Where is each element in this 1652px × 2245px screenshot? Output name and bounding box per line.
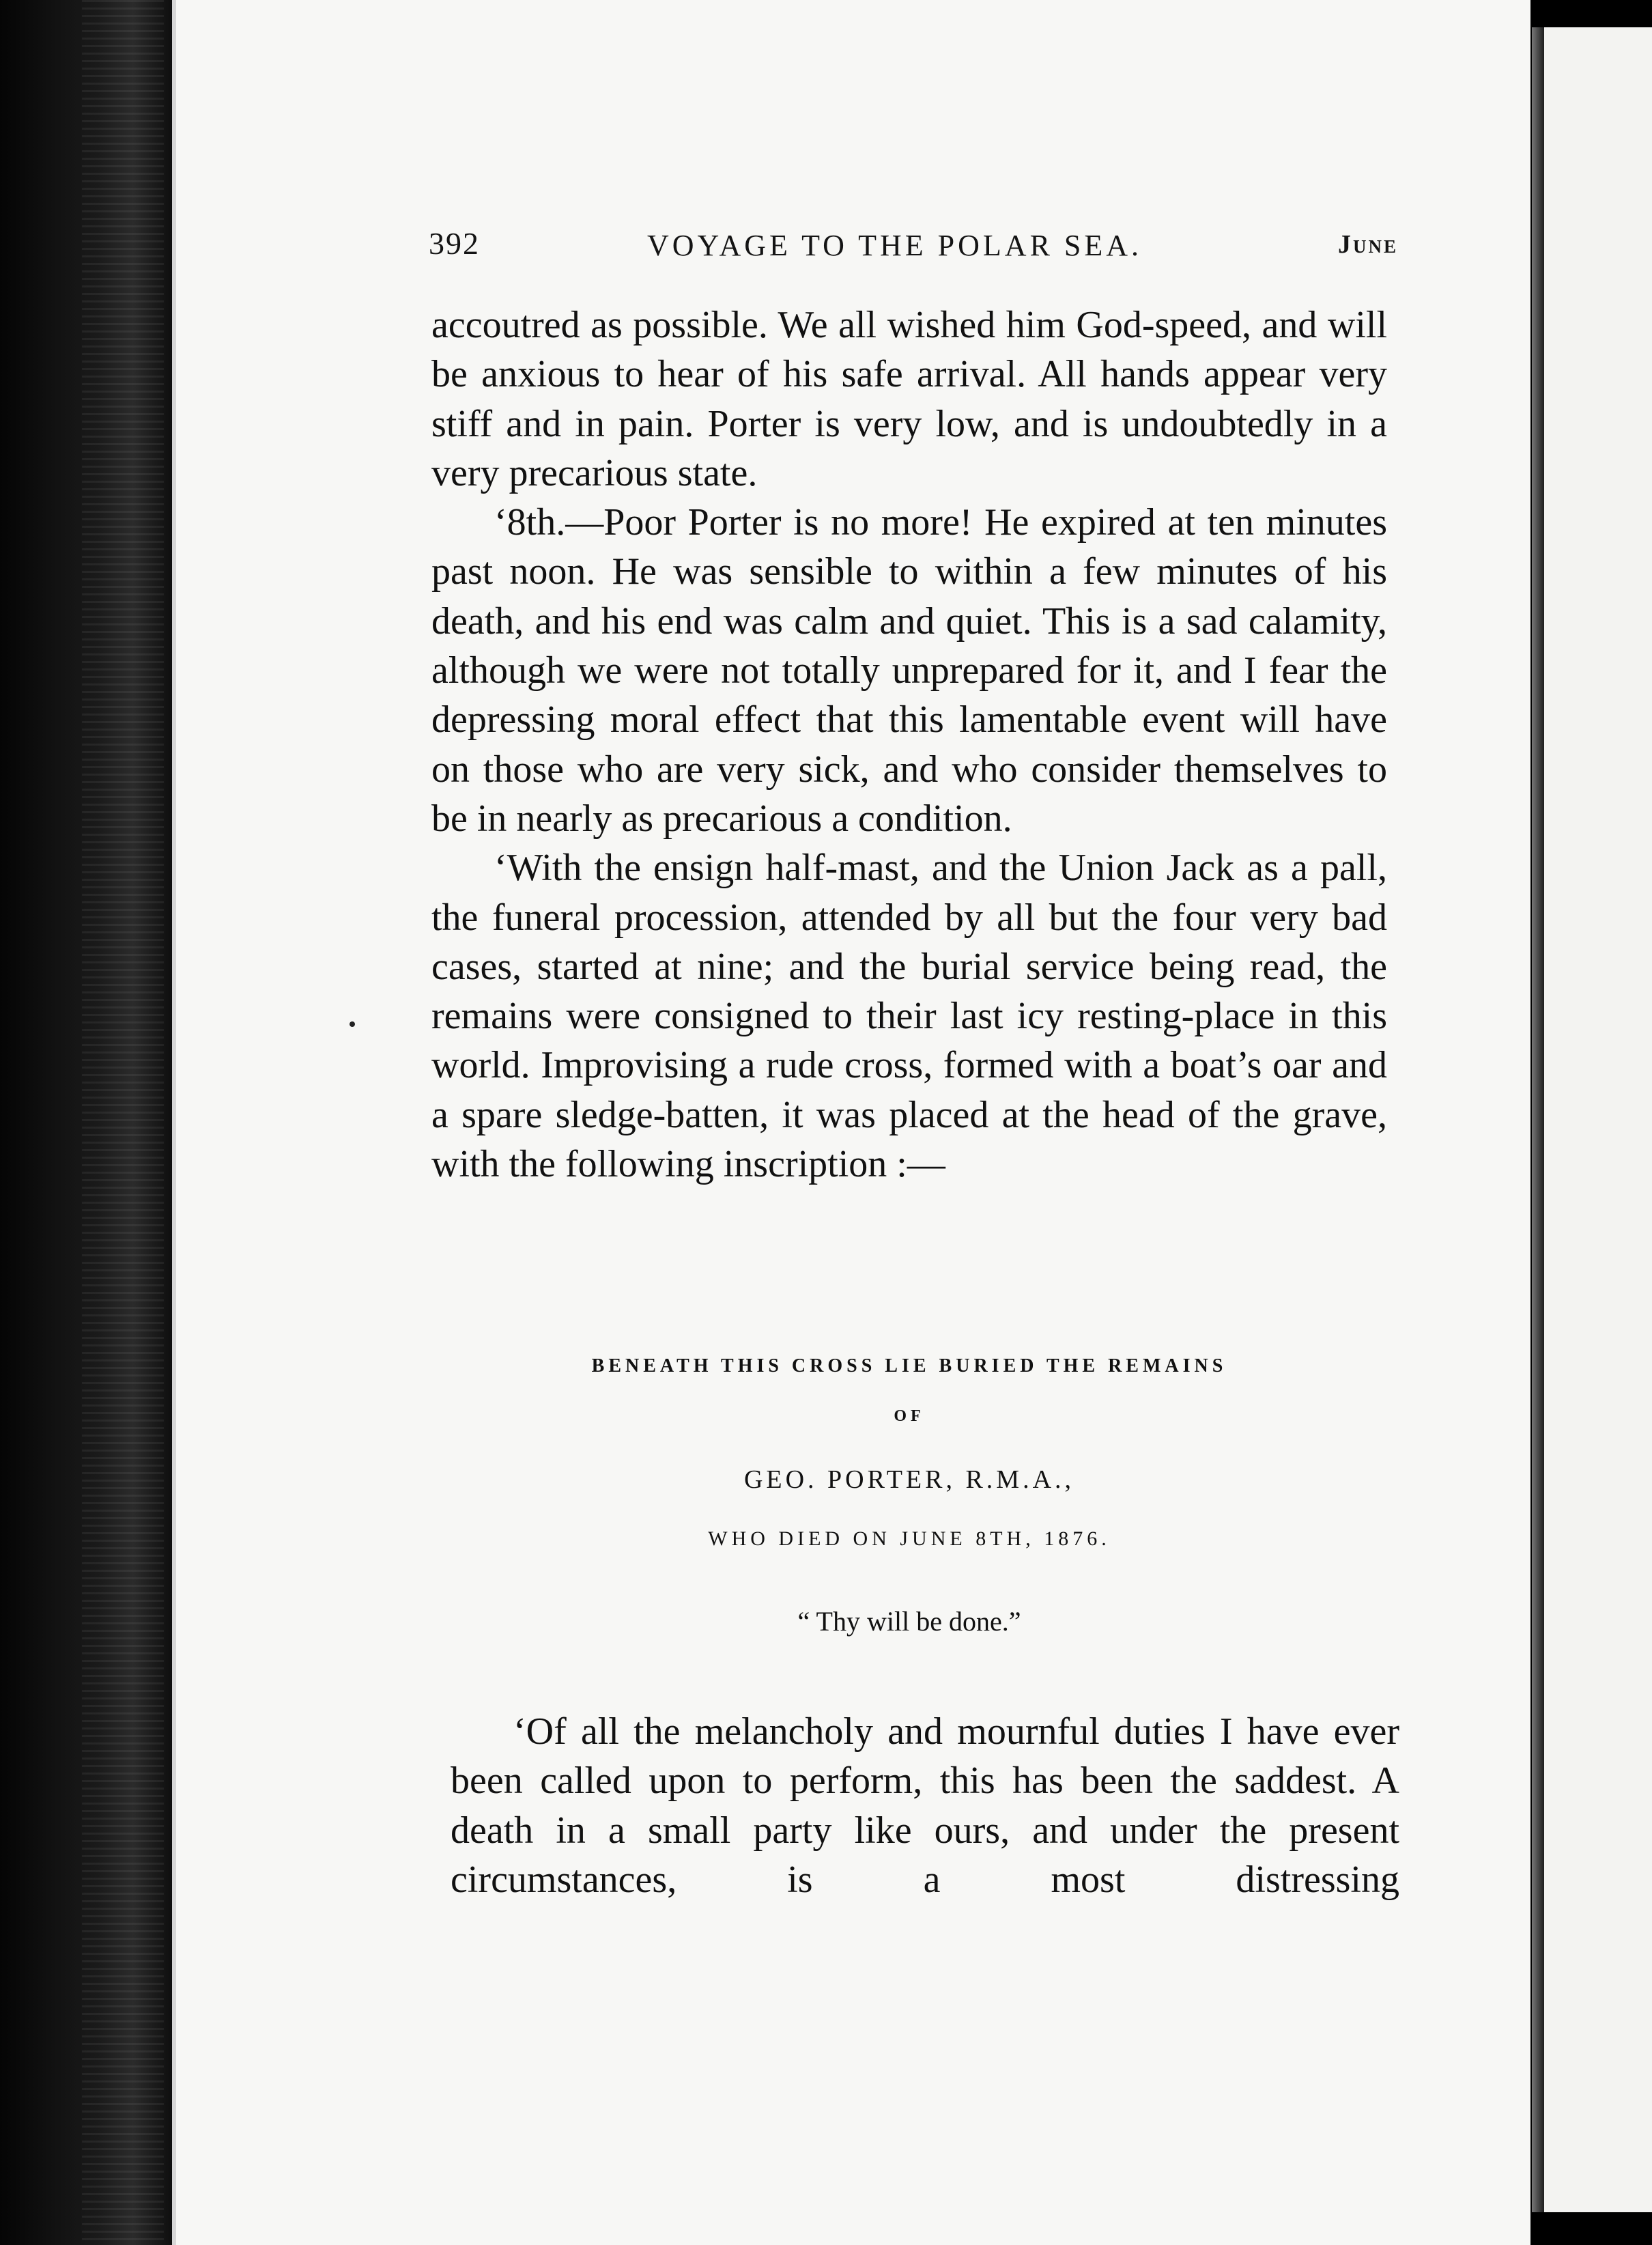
epitaph-line-3: GEO. PORTER, R.M.A., [743,1465,1075,1494]
paragraph-1: accoutred as possible. We all wished him God-speed, and will be anxious to hear of his safe arrival. All hands appear very stiff and in pain. Porter is very low, and is undoubtedly in a very precarious state. [431,304,1387,494]
scan-speck [350,1021,355,1027]
page-number: 392 [429,226,480,261]
running-title: VOYAGE TO THE POLAR SEA. [647,229,1143,262]
epitaph-line-5: “ Thy will be done.” [797,1606,1021,1637]
running-head [429,225,1398,266]
body-text-bottom [451,1707,1399,1904]
epitaph-line-2: OF [894,1407,925,1425]
right-page-strip [1544,27,1652,2212]
running-month: June [1337,230,1398,259]
right-page-leaf-edge [1532,27,1544,2212]
epitaph-line-4: WHO DIED ON JUNE 8TH, 1876. [708,1527,1111,1550]
spine-texture [82,0,164,2245]
epitaph-line-1: BENEATH THIS CROSS LIE BURIED THE REMAINS [591,1355,1227,1376]
paragraph-4: ‘Of all the melancholy and mournful duties I have ever been called upon to perform, this has been the saddest. A death in a small party like ours, and under the present circumstances, is a most distressing [451,1710,1399,1901]
paragraph-3: ‘With the ensign half-mast, and the Union Jack as a pall, the funeral procession, attended by all but the four very bad cases, started at nine; and the burial service being read, the remains were consigned to their last icy resting-place in this world. Improvising a rude cross, formed with a boat’s oar and a spare sledge-batten, it was placed at the head of the grave, with the following inscription :— [431,847,1387,1186]
body-text-top [431,300,1387,1189]
paragraph-2: ‘8th.—Poor Porter is no more! He expired at ten minutes past noon. He was sensible to within a few minutes of his death, and his end was calm and quiet. This is a sad calamity, although we were not totally unprepared for it, and I fear the depressing moral effect that this lamentable event will have on those who are very sick, and who consider themselves to be in nearly as precarious a condition. [431,501,1387,840]
